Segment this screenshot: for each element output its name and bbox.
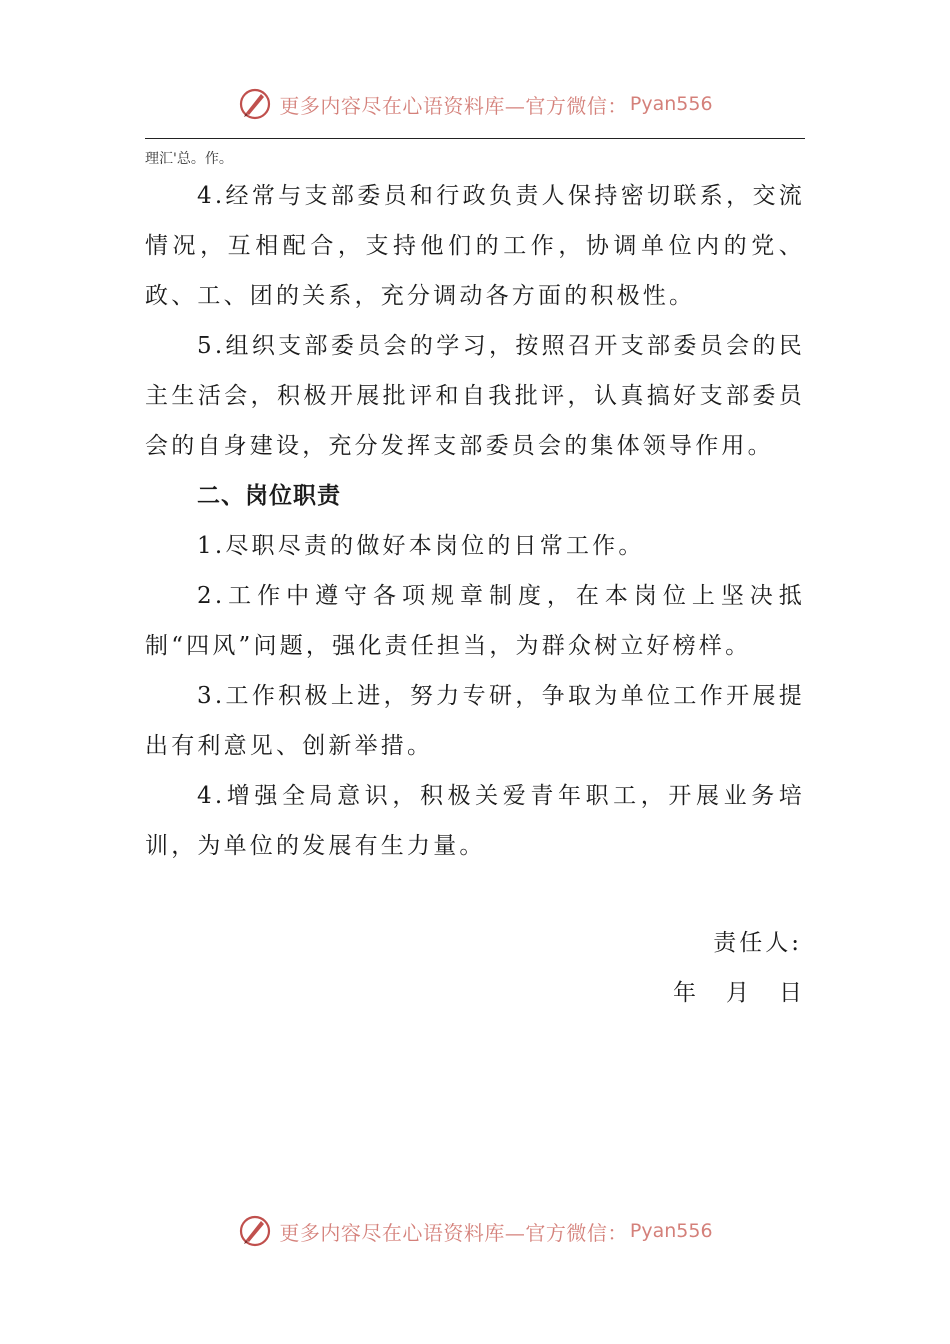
footer-watermark	[0, 1211, 950, 1251]
month-label: 月	[726, 980, 749, 1006]
responsible-person-label: 责任人:	[713, 930, 802, 956]
duty-item: 1.尽职尽责的做好本岗位的日常工作。	[197, 533, 645, 559]
duty-item: 3.工作积极上进，努力专研，争取为单位工作开展提出有利意见、创新举措。	[145, 683, 805, 759]
watermark-text: 更多内容尽在心语资料库—官方微信：	[279, 93, 628, 118]
paragraph-item: 5.组织支部委员会的学习，按照召开支部委员会的民主生活会，积极开展批评和自我批评，认真搞好支部委员会的自身建设，充分发挥支部委员会的集体领导作用。	[145, 333, 805, 459]
watermark-text: 更多内容尽在心语资料库—官方微信：	[279, 1220, 628, 1245]
header-divider	[145, 138, 805, 139]
year-label: 年	[673, 980, 696, 1006]
header-fragment-text: 理汇'总。作。	[145, 151, 233, 167]
quill-pen-icon	[237, 1213, 273, 1249]
day-label: 日	[779, 980, 802, 1006]
duty-item: 2.工作中遵守各项规章制度，在本岗位上坚决抵制“四风”问题，强化责任担当，为群众树立好榜样。	[145, 583, 805, 659]
header-watermark	[0, 84, 950, 124]
duty-item: 4.增强全局意识，积极关爱青年职工，开展业务培训，为单位的发展有生力量。	[145, 783, 805, 859]
watermark-wechat-id: Pyan556	[629, 93, 713, 115]
paragraph-item: 4.经常与支部委员和行政负责人保持密切联系，交流情况，互相配合，支持他们的工作，协调单位内的党、政、工、团的关系，充分调动各方面的积极性。	[145, 183, 805, 309]
watermark-wechat-id: Pyan556	[629, 1220, 713, 1242]
date-line	[673, 968, 802, 1018]
document-body	[145, 171, 805, 871]
section-heading: 二、岗位职责	[197, 483, 341, 509]
signature-block	[673, 918, 802, 1018]
quill-pen-icon	[237, 86, 273, 122]
